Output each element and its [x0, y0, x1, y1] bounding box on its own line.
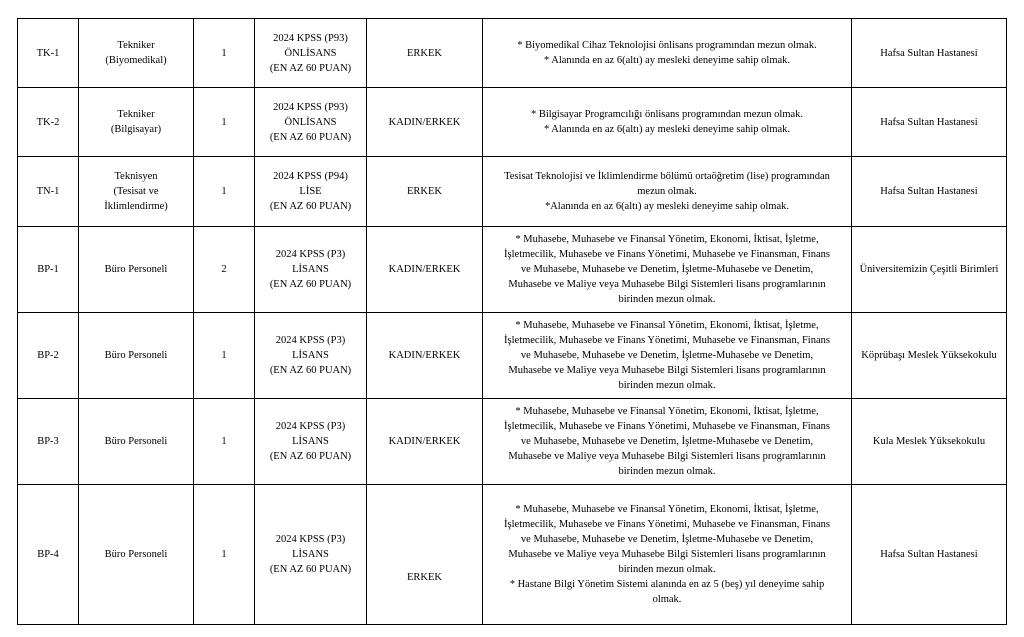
position-title: Teknisyen (Tesisat ve İklimlendirme) [79, 157, 194, 227]
positions-table [17, 18, 1007, 625]
gender-requirement: ERKEK [367, 19, 483, 88]
qualification-text: * Muhasebe, Muhasebe ve Finansal Yönetim, Ekonomi, İktisat, İşletme, İşletmecilik, Muhasebe ve Finans Yönetimi, Muhasebe ve Finansman, Finans ve Muhasebe, Muhasebe ve Denetim, İşletme-Muhasebe ve Denetim, Muhasebe ve Maliye veya Muhasebe Bilgi Sistemleri lisans programlarının birinden mezun olmak. [483, 313, 852, 399]
qualification-text: * Bilgisayar Programcılığı önlisans programından mezun olmak. * Alanında en az 6(altı) ay mesleki deneyime sahip olmak. [483, 88, 852, 157]
exam-requirement: 2024 KPSS (P3) LİSANS (EN AZ 60 PUAN) [255, 399, 367, 485]
position-code: TK-2 [18, 88, 79, 157]
position-count: 1 [194, 313, 255, 399]
assigned-unit: Hafsa Sultan Hastanesi [852, 88, 1007, 157]
position-count: 1 [194, 485, 255, 625]
table-row [18, 227, 1007, 313]
gender-requirement: KADIN/ERKEK [367, 313, 483, 399]
exam-requirement: 2024 KPSS (P94) LİSE (EN AZ 60 PUAN) [255, 157, 367, 227]
position-title: Büro Personeli [79, 313, 194, 399]
qualification-text: * Muhasebe, Muhasebe ve Finansal Yönetim, Ekonomi, İktisat, İşletme, İşletmecilik, Muhasebe ve Finans Yönetimi, Muhasebe ve Finansman, Finans ve Muhasebe, Muhasebe ve Denetim, İşletme-Muhasebe ve Denetim, Muhasebe ve Maliye veya Muhasebe Bilgi Sistemleri lisans programlarının birinden mezun olmak. * Hastane Bilgi Yönetim Sistemi alanında en az 5 (beş) yıl deneyime sahip olmak. [483, 485, 852, 625]
position-code: BP-4 [18, 485, 79, 625]
qualification-text: Tesisat Teknolojisi ve İklimlendirme bölümü ortaöğretim (lise) programından mezun olmak. *Alanında en az 6(altı) ay mesleki deneyime sahip olmak. [483, 157, 852, 227]
table-row [18, 88, 1007, 157]
position-code: BP-1 [18, 227, 79, 313]
qualification-text: * Biyomedikal Cihaz Teknolojisi önlisans programından mezun olmak. * Alanında en az 6(altı) ay mesleki deneyime sahip olmak. [483, 19, 852, 88]
assigned-unit: Üniversitemizin Çeşitli Birimleri [852, 227, 1007, 313]
position-count: 1 [194, 157, 255, 227]
exam-requirement: 2024 KPSS (P3) LİSANS (EN AZ 60 PUAN) [255, 485, 367, 625]
position-title: Büro Personeli [79, 227, 194, 313]
assigned-unit: Hafsa Sultan Hastanesi [852, 19, 1007, 88]
position-count: 1 [194, 88, 255, 157]
position-code: TN-1 [18, 157, 79, 227]
qualification-text: * Muhasebe, Muhasebe ve Finansal Yönetim, Ekonomi, İktisat, İşletme, İşletmecilik, Muhasebe ve Finans Yönetimi, Muhasebe ve Finansman, Finans ve Muhasebe, Muhasebe ve Denetim, İşletme-Muhasebe ve Denetim, Muhasebe ve Maliye veya Muhasebe Bilgi Sistemleri lisans programlarının birinden mezun olmak. [483, 227, 852, 313]
gender-requirement: ERKEK [367, 157, 483, 227]
gender-requirement: ERKEK [367, 485, 483, 625]
table-row [18, 157, 1007, 227]
position-title: Büro Personeli [79, 399, 194, 485]
exam-requirement: 2024 KPSS (P93) ÖNLİSANS (EN AZ 60 PUAN) [255, 88, 367, 157]
table-row [18, 485, 1007, 625]
assigned-unit: Hafsa Sultan Hastanesi [852, 157, 1007, 227]
gender-requirement: KADIN/ERKEK [367, 88, 483, 157]
position-title: Tekniker (Biyomedikal) [79, 19, 194, 88]
position-title: Tekniker (Bilgisayar) [79, 88, 194, 157]
table-row [18, 399, 1007, 485]
position-code: TK-1 [18, 19, 79, 88]
exam-requirement: 2024 KPSS (P3) LİSANS (EN AZ 60 PUAN) [255, 313, 367, 399]
position-count: 1 [194, 19, 255, 88]
exam-requirement: 2024 KPSS (P3) LİSANS (EN AZ 60 PUAN) [255, 227, 367, 313]
gender-requirement: KADIN/ERKEK [367, 227, 483, 313]
assigned-unit: Kula Meslek Yüksekokulu [852, 399, 1007, 485]
table-row [18, 313, 1007, 399]
exam-requirement: 2024 KPSS (P93) ÖNLİSANS (EN AZ 60 PUAN) [255, 19, 367, 88]
position-count: 2 [194, 227, 255, 313]
position-code: BP-2 [18, 313, 79, 399]
position-title: Büro Personeli [79, 485, 194, 625]
assigned-unit: Hafsa Sultan Hastanesi [852, 485, 1007, 625]
position-code: BP-3 [18, 399, 79, 485]
qualification-text: * Muhasebe, Muhasebe ve Finansal Yönetim, Ekonomi, İktisat, İşletme, İşletmecilik, Muhasebe ve Finans Yönetimi, Muhasebe ve Finansman, Finans ve Muhasebe, Muhasebe ve Denetim, İşletme-Muhasebe ve Denetim, Muhasebe ve Maliye veya Muhasebe Bilgi Sistemleri lisans programlarının birinden mezun olmak. [483, 399, 852, 485]
assigned-unit: Köprübaşı Meslek Yüksekokulu [852, 313, 1007, 399]
gender-requirement: KADIN/ERKEK [367, 399, 483, 485]
table-row [18, 19, 1007, 88]
position-count: 1 [194, 399, 255, 485]
